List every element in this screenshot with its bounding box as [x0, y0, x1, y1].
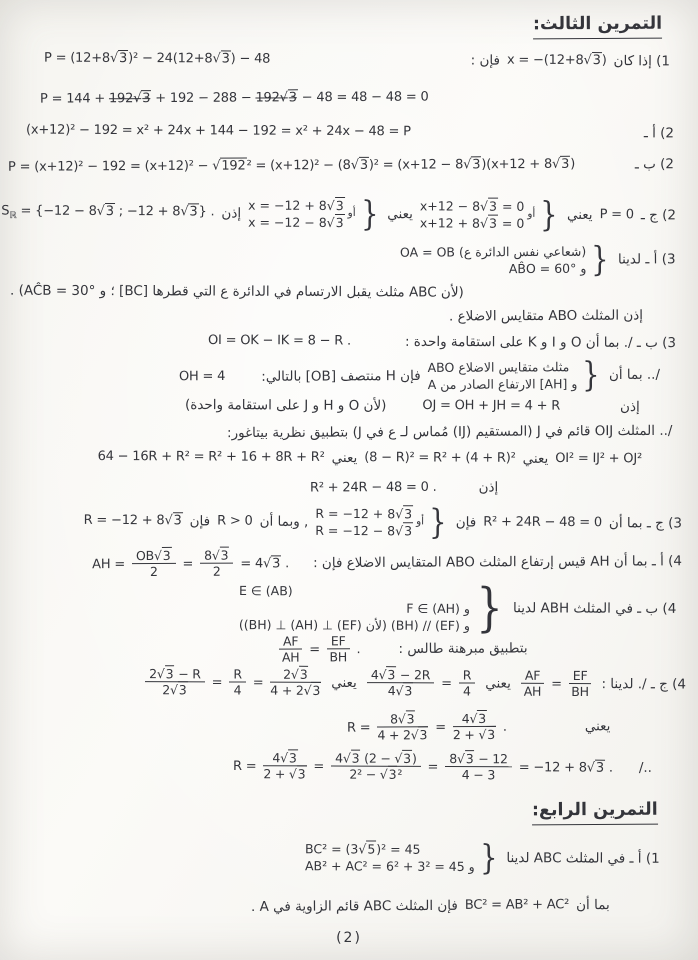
sqrt-radicand: 3 — [403, 750, 411, 766]
line-q3a-reason — [10, 283, 638, 303]
line-q1-given — [44, 51, 670, 71]
line-q4a — [14, 546, 682, 580]
line-q4c-rationalize — [233, 751, 652, 784]
math-part: R = — [232, 758, 261, 775]
fraction-numerator: 4√3 (2 − √3) — [331, 752, 421, 768]
braced-system — [400, 239, 611, 280]
line-q3b-oj — [185, 397, 640, 416]
arabic-text: 1) أ ـ في المثلث ABC لدينا — [506, 849, 661, 867]
sqrt-radicand: 3 — [595, 760, 605, 776]
line-q1-expansion — [40, 88, 670, 108]
flex-spacer — [471, 293, 638, 294]
math-part: R² + 24R − 48 = 0 . — [309, 480, 437, 496]
arabic-text: , وبما أن — [259, 513, 309, 530]
fraction — [200, 549, 233, 580]
math-part: = — [423, 759, 443, 775]
braced-system — [427, 354, 602, 395]
sqrt-radicand: 3 — [173, 513, 182, 529]
fraction — [279, 635, 303, 666]
math-part: = — [248, 675, 268, 691]
brace: } — [591, 239, 610, 280]
arabic-text: /.. المثلث OIJ قائم في J (المستقيم (IJ) مُماس لـ ع في J) بتطبيق نظرية بيتاغور: — [226, 422, 673, 442]
line-q4b-thales — [276, 633, 528, 665]
arabic-text: يعني — [331, 450, 358, 467]
math-part: OI² = IJ² + OJ² — [555, 451, 643, 467]
sqrt-radicand: 3 — [165, 666, 174, 682]
fraction — [263, 751, 306, 782]
braced-system — [248, 193, 380, 234]
stack-rows — [315, 506, 413, 538]
sqrt-radicand: 3 — [406, 711, 415, 727]
line-q3a-conclusion — [449, 307, 643, 325]
braced-system — [238, 578, 506, 639]
sqrt-radicand: 3 — [488, 215, 497, 231]
stack-row: و AB̂O = 60° — [509, 260, 587, 277]
sqrt-radicand: 3 — [272, 556, 281, 572]
sqrt-radicand: 3 — [335, 214, 344, 231]
braced-system — [419, 194, 560, 235]
braced-system — [315, 501, 449, 542]
math-part: OJ = OH + JH = 4 + R — [422, 398, 561, 414]
fraction-numerator: EF — [569, 669, 592, 684]
fraction-numerator: EF — [327, 634, 350, 649]
fraction-numerator: R — [229, 667, 246, 682]
stack-row: R = −12 − 8√3 — [315, 522, 413, 539]
math-expression — [423, 398, 561, 415]
arabic-text: (لأن O و H و J على استقامة واحدة) — [185, 397, 387, 414]
math-expression — [208, 333, 351, 350]
math-part: = — [437, 676, 456, 692]
stack-label: أو — [527, 208, 536, 221]
exercise3-title — [533, 14, 662, 40]
fraction-denominator: BH — [571, 684, 589, 700]
arabic-text: يعني — [522, 450, 549, 467]
stack-row: ABO مثلث متقايس الاضلاع — [427, 359, 570, 375]
brace: } — [360, 193, 379, 234]
math-expression — [1, 203, 214, 222]
fraction-numerator: 8√3 − 12 — [445, 752, 512, 768]
math-part: = −12 + 8√3 . — [514, 760, 613, 776]
fraction-numerator: 4√3 − 2R — [367, 668, 434, 684]
arabic-text: إذن — [221, 205, 242, 222]
math-part: 192√3 — [255, 90, 297, 106]
math-expression — [483, 514, 602, 531]
sqrt-radicand: 3 — [477, 710, 486, 727]
math-expression — [507, 53, 607, 70]
fraction-numerator: 2√3 − R — [145, 667, 205, 683]
stack-row: x = −12 − 8√3 — [248, 214, 344, 231]
fraction — [270, 668, 321, 699]
stack-label: أو — [347, 207, 356, 220]
math-expression — [364, 668, 479, 699]
line-q2b — [8, 156, 674, 176]
sqrt-radicand: 5 — [367, 841, 376, 857]
math-expression — [98, 449, 325, 466]
line-q4c-r-value — [347, 711, 611, 743]
arabic-text: 3) ب ـ /. بما أن O و I و K على استقامة واحدة : — [404, 333, 677, 352]
fraction — [367, 668, 434, 699]
fraction-numerator: R — [459, 668, 476, 683]
arabic-text: يعني — [485, 675, 511, 692]
sqrt-radicand: 3 — [419, 727, 427, 743]
fraction-numerator: 2√3 — [270, 668, 321, 684]
stack-row: و (EF) // (BH) (لأن (EF) ⊥ (AH) ⊥ (BH)) — [238, 617, 470, 634]
math-part: R > 0 — [217, 513, 253, 529]
math-expression — [26, 123, 411, 141]
math-expression — [555, 451, 642, 468]
math-expression — [310, 480, 437, 497]
fraction-denominator: 2 — [149, 564, 158, 580]
math-expression — [465, 898, 569, 915]
exercise4-title — [532, 800, 658, 826]
stack-row: و [AH] الارتفاع الصادر من A — [427, 376, 578, 392]
math-part: AH = — [92, 557, 130, 573]
fraction — [327, 634, 350, 665]
arabic-text: التمرين الرابع: — [532, 800, 658, 826]
arabic-text: 4) أ ـ بما أن AH قيس إرتفاع المثلث ABO المتقايس الاضلاع فإن : — [313, 553, 683, 572]
sqrt-radicand: 3 — [220, 547, 229, 563]
stack-rows — [400, 244, 586, 277]
math-part: + 192 − 288 − — [151, 90, 256, 107]
fraction — [229, 667, 246, 698]
arabic-text: فإن المثلث ABC قائم الزاوية في A . — [251, 897, 459, 915]
arabic-text: 4) ب ـ في المثلث ABH لدينا — [512, 600, 677, 618]
stack-row: x+12 + 8√3 = 0 — [419, 215, 525, 231]
math-part: x = −(12+8√3) — [506, 52, 607, 69]
braced-system — [305, 837, 500, 878]
math-part: − 48 = 48 − 48 = 0 — [297, 89, 429, 106]
line-q2a — [26, 123, 674, 143]
math-part: = — [305, 642, 325, 658]
fraction — [377, 712, 428, 743]
arabic-text: 3) ج ـ بما أن — [608, 514, 683, 532]
stack-rows — [248, 198, 345, 230]
sqrt-radicand: 3 — [388, 767, 397, 783]
brace: } — [429, 501, 447, 542]
math-part: P = 144 + — [39, 91, 110, 107]
fraction-denominator: AH — [282, 649, 300, 666]
arabic-text: إذن — [478, 479, 499, 496]
sqrt-radicand: 3 — [561, 157, 570, 173]
math-part: = — [547, 676, 566, 692]
line-q3b-collinear — [208, 333, 676, 352]
sqrt-radicand: 3 — [465, 751, 474, 767]
math-part: OH = 4 — [178, 368, 226, 385]
stack-label: أو — [416, 515, 425, 528]
sqrt-radicand: 192 — [221, 158, 246, 174]
sqrt-radicand: 3 — [142, 91, 151, 107]
sqrt-radicand: 3 — [404, 523, 413, 539]
sqrt-radicand: 3 — [489, 198, 498, 214]
arabic-text: التمرين الثالث: — [533, 14, 662, 40]
math-part: = 4√3 . — [236, 556, 290, 572]
fraction-denominator: BH — [329, 649, 348, 665]
arabic-text: 1) إذا كان — [613, 53, 671, 70]
math-part: R = −12 + 8√3 — [83, 512, 182, 529]
fraction-denominator: 4 — [233, 682, 242, 698]
arabic-text: 2) أ ـ — [643, 125, 675, 142]
sqrt-radicand: 3 — [387, 667, 396, 683]
arabic-text: يعني — [387, 205, 413, 222]
stack-row: و F ∈ (AH) — [405, 600, 470, 617]
page-number: (2) — [336, 930, 362, 946]
sqrt-radicand: 3 — [592, 53, 601, 69]
math-expression — [8, 157, 575, 176]
arabic-text: يعني — [331, 674, 357, 691]
fraction-denominator: 2 + √3 — [452, 727, 495, 743]
math-part: P = (12+8√3)² − 24(12+8√3) − 48 — [43, 50, 271, 67]
stack-row: OA = OB (شعاعي نفس الدائرة ع) — [400, 243, 587, 260]
brace: } — [480, 837, 498, 878]
stack-rows — [420, 198, 525, 230]
fraction — [569, 669, 592, 700]
math-expression — [44, 51, 270, 68]
math-part: (x+12)² − 192 = x² + 24x + 144 − 192 = x² + 24x − 48 = P — [25, 122, 411, 140]
math-expression — [217, 513, 253, 529]
math-part: = — [430, 720, 450, 736]
fraction-denominator: 4 — [463, 683, 471, 699]
math-part: S — [1, 203, 10, 219]
fraction — [445, 752, 512, 783]
stack-row: x+12 − 8√3 = 0 — [419, 198, 525, 214]
arabic-text: /.. — [638, 759, 653, 776]
sqrt-radicand: 3 — [288, 750, 297, 766]
math-expression — [179, 369, 225, 385]
stack-rows — [428, 359, 578, 392]
fraction-denominator: 4 + 2√3 — [270, 683, 321, 699]
sqrt-radicand: 3 — [312, 683, 321, 699]
arabic-text: فإن : — [470, 52, 501, 69]
arabic-text: 3) أ ـ لدينا — [618, 250, 677, 268]
stack-row: E ∈ (AB) — [238, 583, 293, 599]
flex-spacer — [436, 96, 670, 97]
sqrt-radicand: 3 — [404, 683, 413, 699]
fraction-numerator: 4√3 — [263, 751, 306, 767]
fraction — [521, 669, 544, 700]
sqrt-radicand: 3 — [189, 204, 198, 220]
arabic-text: يعني — [584, 718, 611, 735]
math-expression — [276, 634, 361, 665]
fraction-numerator: 8√3 — [200, 549, 233, 565]
fraction-numerator: AF — [521, 669, 544, 684]
math-part: = {−12 − 8√3 ; −12 + 8√3} . — [16, 203, 215, 220]
line-q3a-given — [400, 239, 677, 280]
fraction-denominator: AH — [523, 684, 542, 700]
math-part: R = — [346, 720, 375, 736]
arabic-text: إذن المثلث ABO متقايس الاضلاع . — [448, 307, 644, 325]
fraction-denominator: 4 + 2√3 — [376, 727, 427, 743]
fraction-denominator: 4√3 — [387, 683, 413, 699]
brace: } — [475, 578, 503, 639]
math-part: . — [352, 642, 361, 658]
arabic-text: يعني — [566, 206, 593, 223]
stack-rows — [239, 583, 470, 633]
line-ex4-q1a — [305, 837, 661, 878]
arabic-text: /.. بما أن — [608, 366, 661, 383]
math-part: = — [178, 556, 198, 572]
sqrt-radicand: 3 — [404, 506, 413, 522]
fraction — [459, 668, 476, 699]
math-part: 64 − 16R + R² = R² + 16 + 8R + R² — [97, 449, 325, 466]
line-q3b-midpoint — [178, 354, 661, 395]
fraction-denominator: 2² − √3² — [349, 766, 403, 783]
arabic-text: بما أن — [576, 897, 611, 914]
line-q3b-equation — [20, 449, 642, 469]
math-expression — [600, 207, 634, 223]
sqrt-radicand: 3 — [297, 766, 306, 782]
math-part: OI = OK − IK = 8 − R . — [208, 333, 352, 349]
line-q3b-result — [310, 480, 498, 498]
arabic-text: إذن — [620, 398, 641, 415]
fraction — [145, 667, 205, 698]
sqrt-radicand: 3 — [162, 547, 171, 563]
math-part: (8 − R)² = R² + (4 + R)² — [364, 450, 516, 467]
line-q2c — [1, 193, 677, 235]
math-expression — [347, 712, 507, 744]
sqrt-radicand: 3 — [486, 727, 495, 743]
math-part: BC² = AB² + AC² — [465, 897, 570, 914]
fraction — [132, 549, 176, 580]
fraction-numerator: AF — [279, 635, 302, 650]
math-expression — [518, 669, 595, 700]
brace: } — [540, 194, 558, 235]
fraction-denominator: 2√3 — [162, 682, 187, 698]
fraction — [452, 712, 495, 743]
math-expression — [92, 548, 289, 580]
fraction — [331, 752, 421, 783]
flex-spacer — [418, 133, 637, 134]
math-part: ℝ — [9, 210, 17, 222]
arabic-text: 2) ب ـ — [634, 156, 675, 173]
math-expression — [40, 90, 429, 108]
sqrt-radicand: 3 — [178, 682, 187, 698]
sqrt-radicand: 3 — [105, 203, 114, 219]
fraction-numerator: 8√3 — [377, 712, 428, 728]
sqrt-radicand: 3 — [299, 666, 308, 682]
fraction-numerator: OB√3 — [132, 549, 176, 565]
math-expression — [142, 667, 324, 699]
line-ex4-q1a-conclusion — [251, 897, 610, 916]
math-expression — [233, 751, 613, 783]
brace: } — [582, 354, 600, 395]
sqrt-radicand: 3 — [359, 158, 368, 174]
arabic-text: فإن — [455, 514, 477, 531]
sqrt-radicand: 3 — [221, 51, 230, 67]
math-part: 192√3 — [108, 91, 151, 107]
math-part: P = (x+12)² − 192 = (x+12)² − √192² = (x+12)² − (8√3)² = (x+12 − 8√3)(x+12 + 8√3) — [7, 157, 576, 176]
arabic-text: 2) ج ـ — [640, 206, 677, 224]
sqrt-radicand: 3 — [335, 197, 344, 214]
stack-row: x = −12 + 8√3 — [248, 197, 344, 214]
arabic-text: بتطبيق مبرهنة طالس : — [398, 640, 529, 657]
stack-rows — [305, 841, 475, 874]
fraction-denominator: 2 — [212, 564, 221, 580]
fraction-denominator: 2 + √3 — [263, 766, 306, 782]
math-part: = — [207, 675, 227, 691]
stack-row: و AB² + AC² = 6² + 3² = 45 — [305, 858, 476, 874]
arabic-text: فإن H منتصف [OB] بالتالي: — [261, 367, 421, 385]
arabic-text: (لأن ABC مثلث يقبل الارتسام في الدائرة ع التي قطرها [BC] ؛ و AĈB = 30°) . — [9, 282, 464, 301]
fraction-numerator: 4√3 — [452, 712, 495, 728]
line-q3c — [6, 501, 683, 542]
sqrt-radicand: 3 — [472, 157, 481, 173]
sqrt-radicand: 3 — [288, 90, 297, 106]
math-part: . — [498, 719, 507, 735]
arabic-text: 4) ج ـ /. لدينا : — [601, 676, 687, 693]
sqrt-radicand: 3 — [351, 750, 360, 766]
line-q4b — [238, 578, 677, 639]
math-part: R² + 24R − 48 = 0 — [483, 514, 602, 531]
math-part: = — [309, 759, 329, 775]
line-q4c-thales-apply — [8, 667, 686, 701]
flex-spacer — [277, 60, 463, 61]
line-q3b-pythagoras — [227, 423, 673, 442]
math-expression — [364, 450, 515, 467]
arabic-text: فإن — [189, 512, 211, 529]
fraction-denominator: 4 − 3 — [461, 767, 496, 783]
math-expression — [84, 513, 183, 530]
sqrt-radicand: 3 — [119, 51, 128, 67]
stack-row: BC² = (3√5)² = 45 — [305, 841, 421, 857]
stack-row: R = −12 + 8√3 — [315, 505, 413, 522]
math-part: P = 0 — [599, 207, 634, 223]
